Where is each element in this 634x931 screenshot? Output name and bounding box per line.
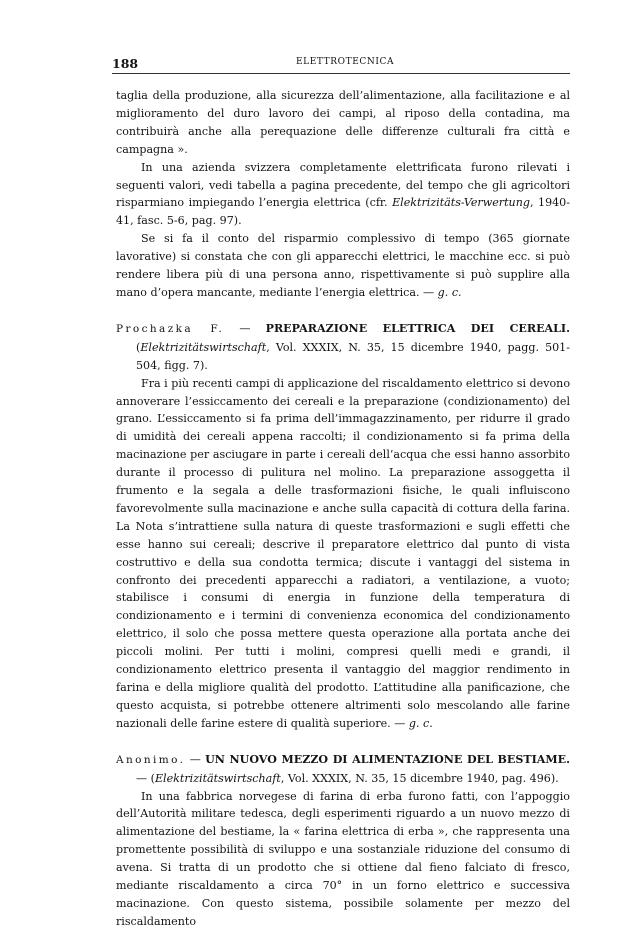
page-header xyxy=(112,56,570,72)
paragraph-text: , 1940-41, fasc. 5-6, pag. 97). xyxy=(116,196,570,228)
page-body xyxy=(116,87,570,931)
section-gap xyxy=(116,733,570,751)
reference-open: — ( xyxy=(136,771,155,785)
reference-source: Elektrizitätswirtschaft xyxy=(140,340,267,354)
reference-details: , Vol. XXXIX, N. 35, 15 dicembre 1940, pagg. 501-504, figg. 7). xyxy=(136,340,570,372)
section-gap xyxy=(116,302,570,320)
paragraph-text: In una azienda svizzera completamente elettrificata furono rilevati i seguenti valori, vedi tabella a pagina precedente, del tempo che gli agricoltori risparmiano impiegando l’energia elettrica (cfr. xyxy=(116,160,570,210)
running-title: ELETTROTECNICA xyxy=(296,57,395,67)
continuation-paragraph: taglia della produzione, alla sicurezza dell’alimentazione, alla facilitazione e al miglioramento del duro lavoro dei campi, al riposo della contadina, ma contribuirà anche alla perequazione delle differenze culturali fra città e campagna ». xyxy=(116,89,570,156)
page-number: 188 xyxy=(112,56,139,71)
cited-source: Elektrizitäts-Verwertung xyxy=(392,196,530,210)
paragraph-time-savings xyxy=(116,230,570,302)
reference-source: Elektrizitätswirtschaft xyxy=(154,771,281,785)
review-body-bestiame: In una fabbrica norvegese di farina di erba furono fatti, con l’appoggio dell’Autorità militare tedesca, degli esperimenti riguardo a un nuovo mezzo di alimentazione del bestiame, la « farina elettrica di erba », che rappresenta una promettente possibilità di sviluppo e una sostanziale riduzione del consumo di avena. Si tratta di un prodotto che si ottiene dal fieno falciato di fresco, mediante riscaldamento a circa 70° in un forno elettrico e successiva macinazione. Con questo sistema, possibile solamente per mezzo del riscaldamento xyxy=(116,789,570,928)
heading-dash: — xyxy=(224,321,266,335)
heading-dash: — xyxy=(185,752,206,766)
review-author: Prochazka F. xyxy=(116,322,225,335)
review-heading-bestiame xyxy=(116,751,570,788)
review-author: Anonimo. xyxy=(116,753,186,766)
signature-initials: g. c. xyxy=(437,285,462,299)
paragraph-text: Se si fa il conto del risparmio complessivo di tempo (365 giornate lavorative) si constata che con gli apparecchi elettrici, le macchine ecc. si può rendere libera più di una persona anno, rispettivamente si può supplire alla mano d’opera mancante, mediante l’energia elettrica. — xyxy=(116,232,570,299)
signature-initials: g. c. xyxy=(408,716,433,730)
review-body-cereali xyxy=(116,375,570,733)
review-heading-cereali xyxy=(116,320,570,375)
review-title: PREPARAZIONE ELETTRICA DEI CEREALI. xyxy=(265,321,570,335)
reference-details: , Vol. XXXIX, N. 35, 15 dicembre 1940, pag. 496). xyxy=(280,771,559,785)
review-text: Fra i più recenti campi di applicazione del riscaldamento elettrico si devono annoverare l’essiccamento dei cereali e la preparazione (condizionamento) del grano. L’essiccamento si fa prima dell’immagazzinamento, per ridurre il grado di umidità dei cereali appena raccolti; il condizionamento si fa prima della macinazione per asciugare in parte i cereali dell’acqua che essi hanno assorbito durante il processo di pulitura nel molino. La preparazione assoggetta il frumento e la segala a delle trasformazioni fisiche, le quali influiscono favorevolmente sulla macinazione e anche sulla capacità di cottura della farina. La Nota s’intrattiene sulla natura di queste trasformazioni e sugli effetti che esse hanno sui cereali; descrive il preparatore elettrico dal punto di vista costruttivo e della sua condotta termica; discute i vantaggi del sistema in confronto dei precedenti apparecchi a radiatori, a ventilazione, a vuoto; stabilisce i consumi di energia in funzione della temperatura di condizionamento e i termini di convenienza economica del condizionamento elettrico, il solo che possa mettere questa operazione alla portata anche dei piccoli molini. Per tutti i molini, compresi quelli medi e grandi, il condizionamento elettrico presenta il vantaggio del maggior rendimento in farina e della migliore qualità del prodotto. L’attitudine alla panificazione, che questo acquista, si potrebbe ottenere altrimenti solo mescolando alle farine nazionali delle farine estere di qualità superiore. — xyxy=(116,376,570,730)
reference-open: ( xyxy=(136,340,141,354)
header-rule xyxy=(112,73,570,74)
paragraph-savings-values xyxy=(116,159,570,231)
review-title: UN NUOVO MEZZO DI ALIMENTAZIONE DEL BESTIAME. xyxy=(205,752,570,766)
